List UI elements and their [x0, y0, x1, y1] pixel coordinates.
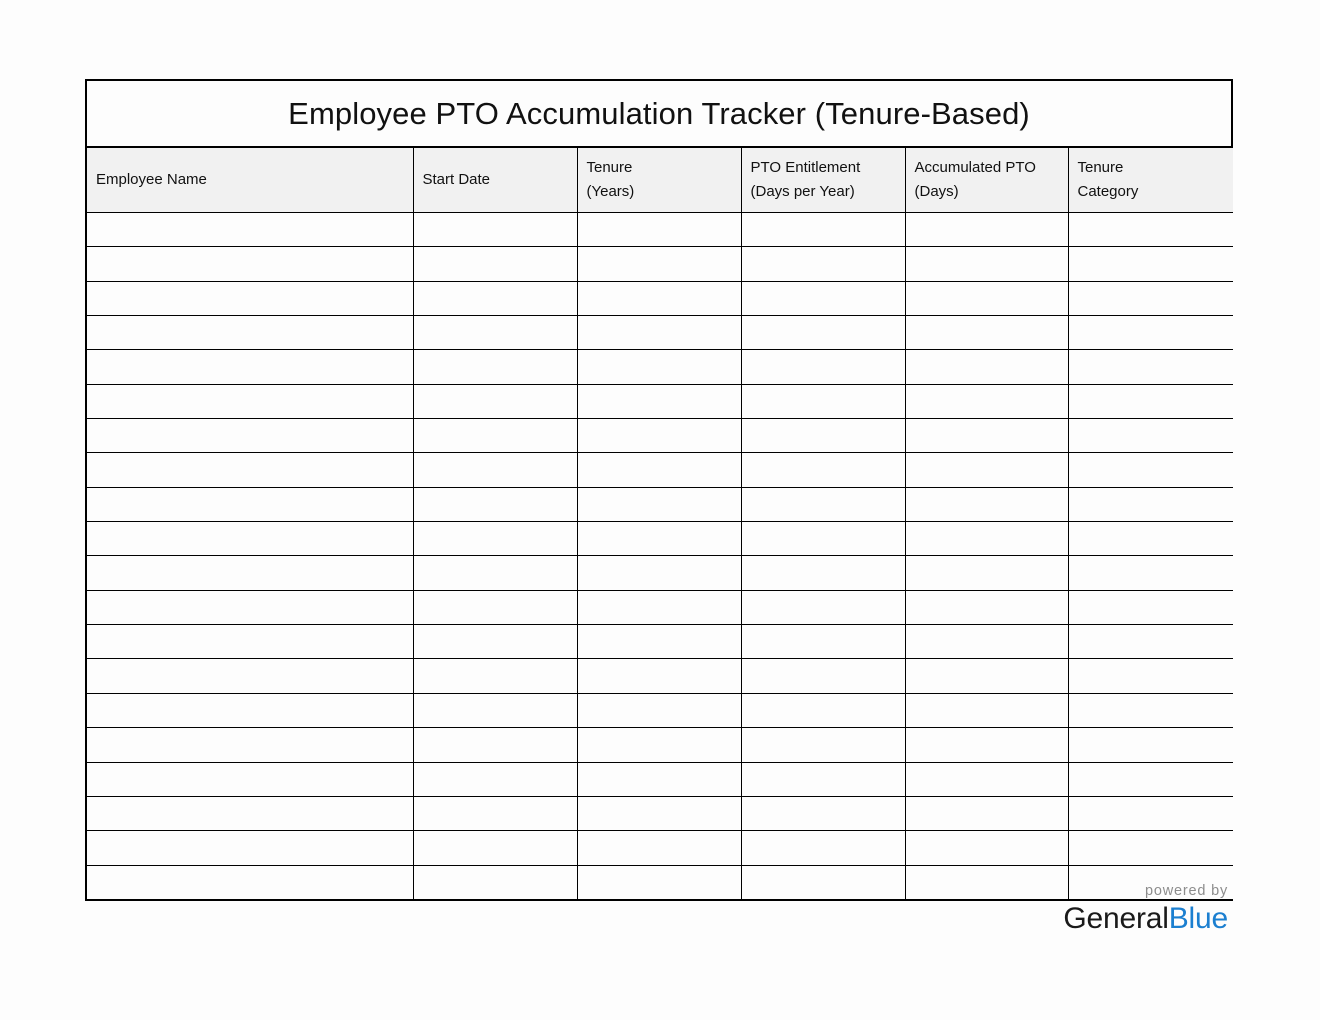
column-header-line2: Category	[1077, 183, 1139, 200]
pto-tracker-table	[87, 148, 1233, 899]
cell-tenure-years[interactable]	[577, 522, 741, 556]
cell-employee-name[interactable]	[87, 762, 413, 796]
page-title: Employee PTO Accumulation Tracker (Tenure-Based)	[288, 95, 1030, 131]
column-header-text	[414, 168, 577, 192]
cell-employee-name[interactable]	[87, 453, 413, 487]
cell-tenure-years[interactable]	[577, 865, 741, 899]
cell-pto-entitlement[interactable]	[741, 213, 905, 247]
cell-accumulated-pto[interactable]	[905, 556, 1068, 590]
cell-pto-entitlement[interactable]	[741, 281, 905, 315]
column-header-line1: PTO Entitlement	[750, 159, 861, 177]
cell-pto-entitlement[interactable]	[741, 728, 905, 762]
cell-pto-entitlement[interactable]	[741, 384, 905, 418]
cell-accumulated-pto[interactable]	[905, 281, 1068, 315]
cell-start-date[interactable]	[413, 419, 577, 453]
cell-accumulated-pto[interactable]	[905, 247, 1068, 281]
table-row	[87, 281, 1233, 315]
powered-by-label: powered by	[1145, 883, 1228, 899]
column-header-start-date	[413, 148, 577, 213]
logo-text-general: General	[1063, 901, 1169, 935]
cell-start-date[interactable]	[413, 247, 577, 281]
cell-pto-entitlement[interactable]	[741, 419, 905, 453]
cell-accumulated-pto[interactable]	[905, 453, 1068, 487]
table-row	[87, 831, 1233, 865]
cell-employee-name[interactable]	[87, 247, 413, 281]
column-header-tenure-category	[1068, 148, 1233, 213]
cell-pto-entitlement[interactable]	[741, 590, 905, 624]
column-header-text	[906, 156, 1068, 203]
cell-tenure-category[interactable]	[1068, 625, 1233, 659]
cell-tenure-category[interactable]	[1068, 247, 1233, 281]
cell-tenure-years[interactable]	[577, 419, 741, 453]
cell-employee-name[interactable]	[87, 865, 413, 899]
cell-start-date[interactable]	[413, 590, 577, 624]
cell-employee-name[interactable]	[87, 625, 413, 659]
cell-start-date[interactable]	[413, 762, 577, 796]
cell-start-date[interactable]	[413, 384, 577, 418]
cell-accumulated-pto[interactable]	[905, 522, 1068, 556]
cell-employee-name[interactable]	[87, 728, 413, 762]
column-header-text	[578, 156, 741, 203]
cell-accumulated-pto[interactable]	[905, 316, 1068, 350]
cell-tenure-years[interactable]	[577, 247, 741, 281]
cell-tenure-category[interactable]	[1068, 419, 1233, 453]
cell-accumulated-pto[interactable]	[905, 762, 1068, 796]
cell-employee-name[interactable]	[87, 556, 413, 590]
cell-accumulated-pto[interactable]	[905, 659, 1068, 693]
cell-tenure-category[interactable]	[1068, 487, 1233, 521]
table-row	[87, 796, 1233, 830]
cell-start-date[interactable]	[413, 865, 577, 899]
cell-start-date[interactable]	[413, 350, 577, 384]
cell-start-date[interactable]	[413, 213, 577, 247]
column-header-line2: (Days per Year)	[750, 183, 855, 200]
cell-pto-entitlement[interactable]	[741, 625, 905, 659]
cell-start-date[interactable]	[413, 281, 577, 315]
cell-tenure-years[interactable]	[577, 213, 741, 247]
table-row	[87, 419, 1233, 453]
table-row	[87, 659, 1233, 693]
cell-start-date[interactable]	[413, 487, 577, 521]
cell-tenure-category[interactable]	[1068, 831, 1233, 865]
cell-tenure-years[interactable]	[577, 316, 741, 350]
cell-tenure-category[interactable]	[1068, 659, 1233, 693]
cell-tenure-category[interactable]	[1068, 350, 1233, 384]
cell-employee-name[interactable]	[87, 487, 413, 521]
table-row	[87, 556, 1233, 590]
table-row	[87, 762, 1233, 796]
cell-start-date[interactable]	[413, 625, 577, 659]
cell-tenure-years[interactable]	[577, 796, 741, 830]
cell-employee-name[interactable]	[87, 693, 413, 727]
cell-start-date[interactable]	[413, 796, 577, 830]
cell-employee-name[interactable]	[87, 316, 413, 350]
cell-pto-entitlement[interactable]	[741, 762, 905, 796]
table-row	[87, 625, 1233, 659]
cell-accumulated-pto[interactable]	[905, 728, 1068, 762]
cell-pto-entitlement[interactable]	[741, 831, 905, 865]
cell-pto-entitlement[interactable]	[741, 796, 905, 830]
table-row	[87, 316, 1233, 350]
cell-employee-name[interactable]	[87, 590, 413, 624]
cell-tenure-category[interactable]	[1068, 281, 1233, 315]
cell-tenure-years[interactable]	[577, 453, 741, 487]
column-header-line1: Tenure	[1077, 159, 1124, 177]
table-row	[87, 384, 1233, 418]
cell-accumulated-pto[interactable]	[905, 213, 1068, 247]
cell-accumulated-pto[interactable]	[905, 384, 1068, 418]
cell-tenure-years[interactable]	[577, 487, 741, 521]
cell-employee-name[interactable]	[87, 213, 413, 247]
cell-pto-entitlement[interactable]	[741, 556, 905, 590]
column-header-line1: Tenure	[586, 159, 633, 177]
table-row	[87, 350, 1233, 384]
column-header-line2: (Years)	[586, 183, 635, 200]
cell-start-date[interactable]	[413, 522, 577, 556]
cell-pto-entitlement[interactable]	[741, 487, 905, 521]
column-header-line1: Start Date	[422, 171, 491, 189]
cell-tenure-category[interactable]	[1068, 556, 1233, 590]
column-header-pto-entitlement	[741, 148, 905, 213]
cell-tenure-years[interactable]	[577, 728, 741, 762]
cell-tenure-category[interactable]	[1068, 384, 1233, 418]
cell-start-date[interactable]	[413, 728, 577, 762]
cell-start-date[interactable]	[413, 831, 577, 865]
cell-pto-entitlement[interactable]	[741, 522, 905, 556]
cell-start-date[interactable]	[413, 659, 577, 693]
generalblue-logo	[1063, 901, 1228, 935]
table-row	[87, 487, 1233, 521]
cell-pto-entitlement[interactable]	[741, 247, 905, 281]
cell-tenure-category[interactable]	[1068, 590, 1233, 624]
table-row	[87, 693, 1233, 727]
table-row	[87, 590, 1233, 624]
cell-start-date[interactable]	[413, 556, 577, 590]
cell-pto-entitlement[interactable]	[741, 316, 905, 350]
cell-pto-entitlement[interactable]	[741, 865, 905, 899]
cell-tenure-category[interactable]	[1068, 693, 1233, 727]
column-header-text	[87, 168, 413, 192]
pto-tracker-sheet	[85, 79, 1233, 901]
cell-start-date[interactable]	[413, 693, 577, 727]
cell-accumulated-pto[interactable]	[905, 625, 1068, 659]
cell-tenure-years[interactable]	[577, 659, 741, 693]
column-header-tenure-years	[577, 148, 741, 213]
cell-tenure-years[interactable]	[577, 625, 741, 659]
table-row	[87, 728, 1233, 762]
branding-block	[1063, 884, 1228, 934]
cell-tenure-category[interactable]	[1068, 762, 1233, 796]
cell-tenure-years[interactable]	[577, 384, 741, 418]
logo-text-blue: Blue	[1168, 901, 1228, 935]
cell-tenure-category[interactable]	[1068, 728, 1233, 762]
cell-accumulated-pto[interactable]	[905, 419, 1068, 453]
cell-employee-name[interactable]	[87, 350, 413, 384]
cell-tenure-category[interactable]	[1068, 796, 1233, 830]
cell-accumulated-pto[interactable]	[905, 796, 1068, 830]
column-header-line2: (Days)	[914, 183, 959, 200]
column-header-accumulated-pto	[905, 148, 1068, 213]
table-row	[87, 522, 1233, 556]
cell-tenure-years[interactable]	[577, 693, 741, 727]
table-header	[87, 148, 1233, 213]
title-band	[87, 81, 1231, 148]
cell-tenure-category[interactable]	[1068, 316, 1233, 350]
table-row	[87, 247, 1233, 281]
cell-pto-entitlement[interactable]	[741, 659, 905, 693]
column-header-text	[742, 156, 905, 203]
column-header-line1: Employee Name	[96, 171, 207, 189]
cell-start-date[interactable]	[413, 316, 577, 350]
cell-employee-name[interactable]	[87, 831, 413, 865]
cell-employee-name[interactable]	[87, 419, 413, 453]
cell-tenure-category[interactable]	[1068, 453, 1233, 487]
cell-accumulated-pto[interactable]	[905, 831, 1068, 865]
table-row	[87, 453, 1233, 487]
cell-accumulated-pto[interactable]	[905, 590, 1068, 624]
header-row	[87, 148, 1233, 213]
cell-pto-entitlement[interactable]	[741, 693, 905, 727]
cell-accumulated-pto[interactable]	[905, 865, 1068, 899]
cell-employee-name[interactable]	[87, 384, 413, 418]
cell-accumulated-pto[interactable]	[905, 350, 1068, 384]
cell-tenure-years[interactable]	[577, 350, 741, 384]
table-row	[87, 865, 1233, 899]
column-header-text	[1069, 156, 1234, 203]
cell-accumulated-pto[interactable]	[905, 693, 1068, 727]
column-header-employee-name	[87, 148, 413, 213]
cell-tenure-years[interactable]	[577, 590, 741, 624]
cell-tenure-years[interactable]	[577, 831, 741, 865]
cell-employee-name[interactable]	[87, 659, 413, 693]
cell-start-date[interactable]	[413, 453, 577, 487]
cell-tenure-years[interactable]	[577, 762, 741, 796]
cell-employee-name[interactable]	[87, 281, 413, 315]
cell-tenure-years[interactable]	[577, 281, 741, 315]
cell-accumulated-pto[interactable]	[905, 487, 1068, 521]
cell-pto-entitlement[interactable]	[741, 350, 905, 384]
cell-tenure-category[interactable]	[1068, 213, 1233, 247]
cell-pto-entitlement[interactable]	[741, 453, 905, 487]
cell-employee-name[interactable]	[87, 796, 413, 830]
cell-employee-name[interactable]	[87, 522, 413, 556]
table-row	[87, 213, 1233, 247]
table-body	[87, 213, 1233, 899]
cell-tenure-category[interactable]	[1068, 522, 1233, 556]
cell-tenure-years[interactable]	[577, 556, 741, 590]
column-header-line1: Accumulated PTO	[914, 159, 1036, 177]
